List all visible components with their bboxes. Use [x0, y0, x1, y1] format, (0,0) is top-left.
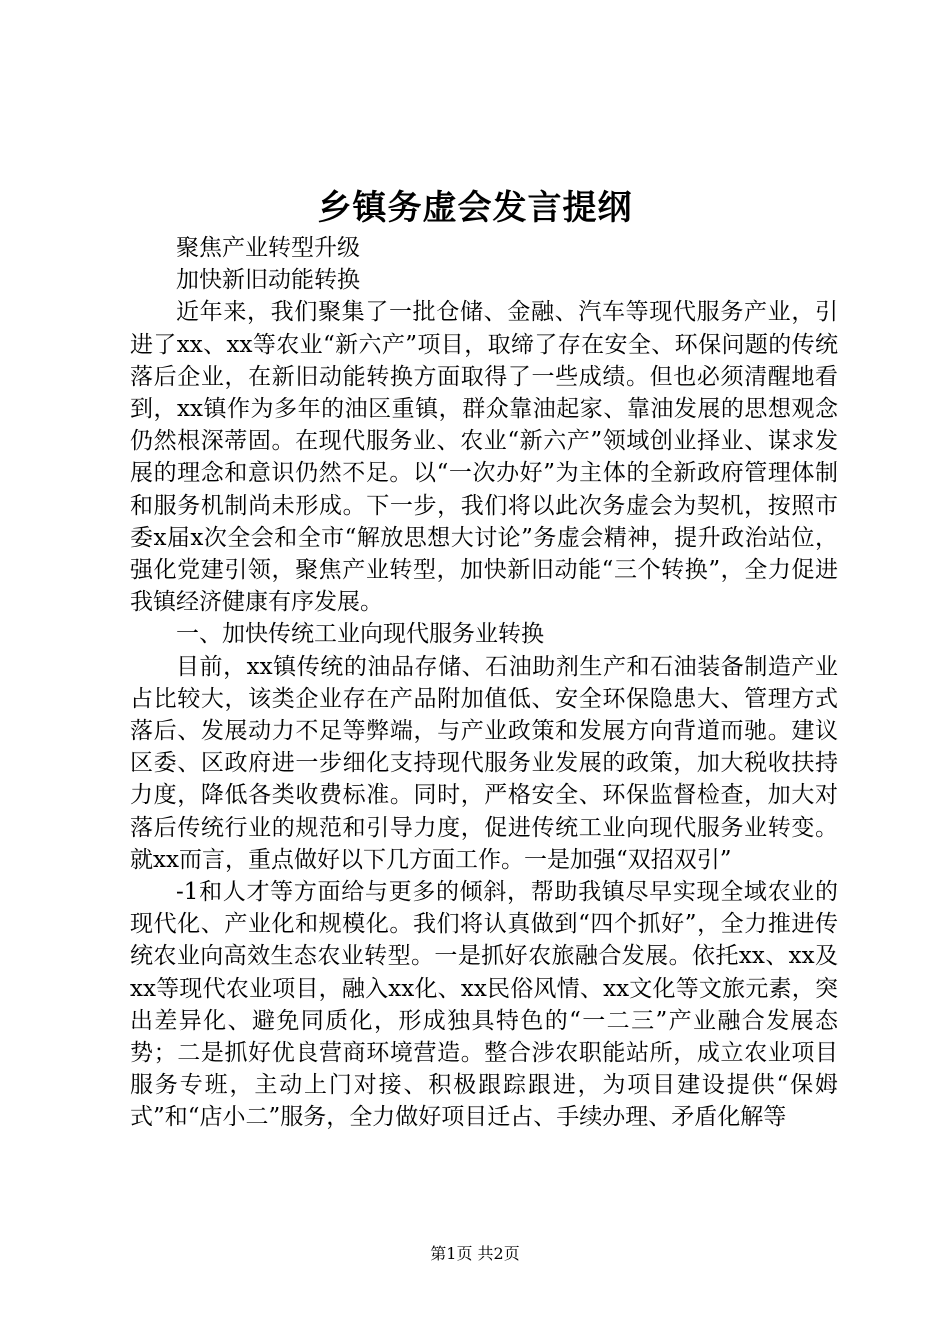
paragraph-subtitle-2: 加快新旧动能转换 — [176, 267, 360, 294]
document-title: 乡镇务虚会发言提纲 — [317, 188, 633, 228]
paragraph-subtitle-1: 聚焦产业转型升级 — [176, 235, 360, 261]
document-body — [130, 232, 838, 1134]
page-footer — [0, 1243, 950, 1265]
paragraph-intro: 近年来，我们聚集了一批仓储、金融、汽车等现代服务产业，引进了xx、xx等农业“新六产”项目，取缔了存在安全、环保问题的传统落后企业，在新旧动能转换方面取得了一些成绩。但也必须清醒地看到，xx镇作为多年的油区重镇，群众靠油起家、靠油发展的思想观念仍然根深蒂固。在现代服务业、农业“新六产”领域创业择业、谋求发展的理念和意识仍然不足。以“一次办好”为主体的全新政府管理体制和服务机制尚未形成。下一步，我们将以此次务虚会为契机，按照市委x届x次全会和全市“解放思想大讨论”务虚会精神，提升政治站位，强化党建引领，聚焦产业转型，加快新旧动能“三个转换”，全力促进我镇经济健康有序发展。 — [130, 299, 838, 616]
page-total: 共2页 — [477, 1244, 520, 1263]
section-heading-1: 一、加快传统工业向现代服务业转换 — [176, 621, 544, 648]
paragraph-continuation: -1和人才等方面给与更多的倾斜，帮助我镇尽早实现全域农业的现代化、产业化和规模化。我们将认真做到“四个抓好”，全力推进传统农业向高效生态农业转型。一是抓好农旅融合发展。依托xx、xx及xx等现代农业项目，融入xx化、xx民俗风情、xx文化等文旅元素，突出差异化、避免同质化，形成独具特色的“一二三”产业融合发展态势；二是抓好优良营商环境营造。整合涉农职能站所，成立农业项目服务专班，主动上门对接、积极跟踪跟进，为项目建设提供“保姆式”和“店小二”服务，全力做好项目迁占、手续办理、矛盾化解等 — [130, 879, 838, 1131]
paragraph-section-1: 目前，xx镇传统的油品存储、石油助剂生产和石油装备制造产业占比较大，该类企业存在产品附加值低、安全环保隐患大、管理方式落后、发展动力不足等弊端，与产业政策和发展方向背道而驰。建议区委、区政府进一步细化支持现代服务业发展的政策，加大税收扶持力度，降低各类收费标准。同时，严格安全、环保监督检查，加大对落后传统行业的规范和引导力度，促进传统工业向现代服务业转变。就xx而言，重点做好以下几方面工作。一是加强“双招双引” — [130, 653, 838, 873]
page-number: 第1页 — [430, 1244, 473, 1263]
